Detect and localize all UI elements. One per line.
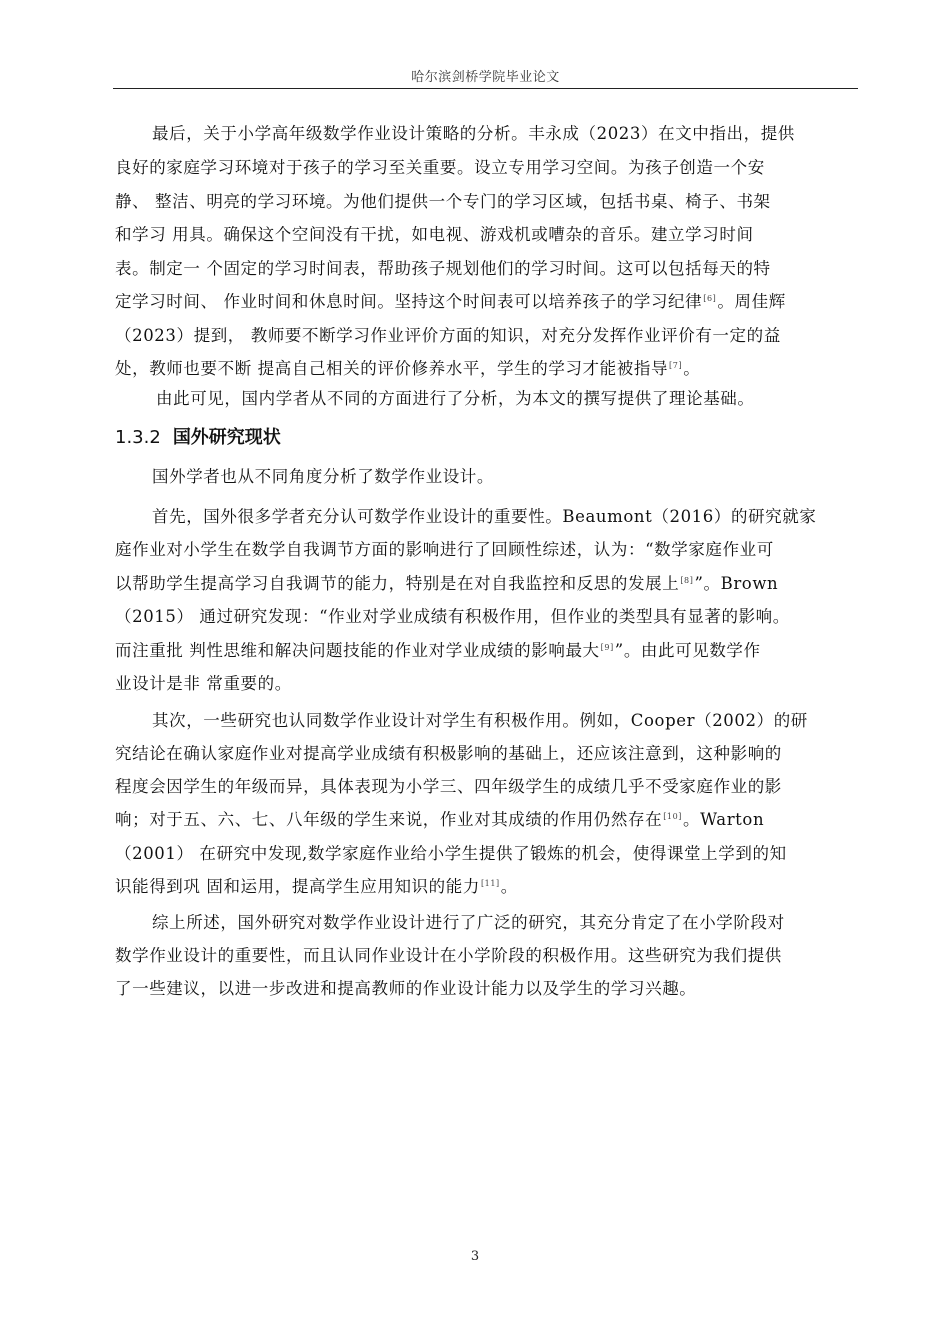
header-rule (113, 88, 858, 89)
paragraph-line: 国外学者也从不同角度分析了数学作业设计。 (152, 467, 494, 486)
paragraph-line: 业设计是非 常重要的。 (115, 674, 292, 693)
line-text: 。 (500, 877, 518, 896)
paragraph-line: （2023）提到， 教师要不断学习作业评价方面的知识，对充分发挥作业评价有一定的益 (115, 326, 781, 345)
section-number: 1.3.2 (115, 427, 161, 448)
citation-ref[interactable]: [6] (703, 293, 717, 303)
line-text: 。周佳辉 (717, 292, 786, 311)
paragraph-line: 其次，一些研究也认同数学作业设计对学生有积极作用。例如，Cooper（2002）的研 (152, 711, 808, 730)
line-text: 以帮助学生提高学习自我调节的能力，特别是在对自我监控和反思的发展上 (115, 574, 680, 593)
line-text: 定学习时间、 作业时间和休息时间。坚持这个时间表可以培养孩子的学习纪律 (115, 292, 703, 311)
line-text: 识能得到巩 固和运用，提高学生应用知识的能力 (115, 877, 480, 896)
line-text: ”。由此可见数学作 (614, 641, 761, 660)
paragraph-line: 首先，国外很多学者充分认可数学作业设计的重要性。Beaumont（2016）的研究就家 (152, 507, 817, 526)
citation-ref[interactable]: [9] (600, 642, 614, 652)
paragraph-line: 庭作业对小学生在数学自我调节方面的影响进行了回顾性综述，认为：“数学家庭作业可 (115, 540, 774, 559)
paragraph-line: 究结论在确认家庭作业对提高学业成绩有积极影响的基础上，还应该注意到，这种影响的 (115, 744, 782, 763)
section-title: 国外研究现状 (172, 427, 281, 448)
paragraph-line: 数学作业设计的重要性，而且认同作业设计在小学阶段的积极作用。这些研究为我们提供 (115, 946, 782, 965)
citation-ref[interactable]: [11] (480, 878, 500, 888)
paragraph-line (115, 876, 518, 898)
paragraph-line: 综上所述，国外研究对数学作业设计进行了广泛的研究，其充分肯定了在小学阶段对 (152, 913, 785, 932)
paragraph-line: 和学习 用具。确保这个空间没有干扰，如电视、游戏机或嘈杂的音乐。建立学习时间 (115, 225, 754, 244)
page-number: 3 (470, 1249, 480, 1264)
line-text: 响；对于五、六、七、八年级的学生来说，作业对其成绩的作用仍然存在 (115, 810, 663, 829)
paragraph-line (115, 291, 786, 313)
paragraph-line: 良好的家庭学习环境对于孩子的学习至关重要。设立专用学习空间。为孩子创造一个安 (115, 158, 765, 177)
paragraph-line: 表。制定一 个固定的学习时间表，帮助孩子规划他们的学习时间。这可以包括每天的特 (115, 259, 771, 278)
section-heading (115, 426, 281, 450)
line-text: 而注重批 判性思维和解决问题技能的作业对学业成绩的影响最大 (115, 641, 600, 660)
line-text: ”。Brown (694, 574, 779, 593)
paragraph-line: 了一些建议，以进一步改进和提高教师的作业设计能力以及学生的学习兴趣。 (115, 979, 697, 998)
paragraph-line: 静、 整洁、明亮的学习环境。为他们提供一个专门的学习区域，包括书桌、椅子、书架 (115, 192, 771, 211)
running-header: 哈尔滨剑桥学院毕业论文 (411, 70, 560, 85)
paragraph-line (115, 573, 778, 595)
citation-ref[interactable]: [7] (669, 360, 683, 370)
paragraph-line: 程度会因学生的年级而异，具体表现为小学三、四年级学生的成绩几乎不受家庭作业的影 (115, 777, 782, 796)
paragraph-line: （2015） 通过研究发现：“作业对学业成绩有积极作用，但作业的类型具有显著的影响。 (115, 607, 790, 626)
paragraph-line (115, 809, 764, 831)
paragraph-line: （2001） 在研究中发现,数学家庭作业给小学生提供了锻炼的机会，使得课堂上学到的知 (115, 844, 787, 863)
line-text: 。 (683, 359, 701, 378)
paragraph-line: 由此可见，国内学者从不同的方面进行了分析，为本文的撰写提供了理论基础。 (156, 389, 755, 408)
paragraph-line (115, 640, 761, 662)
paragraph-line (115, 358, 700, 380)
line-text: 处，教师也要不断 提高自己相关的评价修养水平，学生的学习才能被指导 (115, 359, 669, 378)
citation-ref[interactable]: [10] (663, 811, 683, 821)
paragraph-line: 最后，关于小学高年级数学作业设计策略的分析。丰永成（2023）在文中指出，提供 (152, 124, 795, 143)
citation-ref[interactable]: [8] (680, 575, 694, 585)
line-text: 。Warton (683, 810, 765, 829)
